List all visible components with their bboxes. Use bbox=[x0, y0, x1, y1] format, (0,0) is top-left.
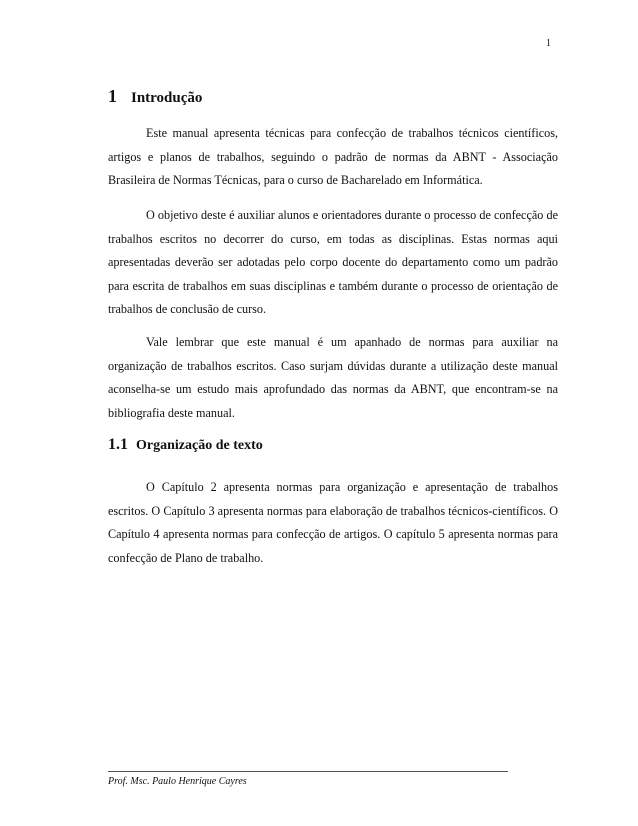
section-title: Organização de texto bbox=[136, 438, 263, 453]
section-number: 1.1 bbox=[108, 436, 128, 453]
page-number: 1 bbox=[546, 38, 551, 49]
footer-author: Prof. Msc. Paulo Henrique Cayres bbox=[108, 776, 247, 787]
intro-paragraph-2: O objetivo deste é auxiliar alunos e orientadores durante o processo de confecção de trabalhos escritos no decorrer do curso, em todas as disciplinas. Estas normas aqui apresentadas deverão ser adotadas pelo corpo docente do departamento como um padrão para escrita de trabalhos em suas disciplinas e também durante o processo de orientação de trabalhos de conclusão de curso. bbox=[108, 208, 558, 316]
chapter-heading bbox=[108, 86, 202, 107]
intro-paragraph-1: Este manual apresenta técnicas para confecção de trabalhos técnicos científicos, artigos e planos de trabalhos, seguindo o padrão de normas da ABNT - Associação Brasileira de Normas Técnicas, para o curso de Bacharelado em Informática. bbox=[108, 126, 558, 187]
intro-paragraph-3: Vale lembrar que este manual é um apanhado de normas para auxiliar na organização de trabalhos escritos. Caso surjam dúvidas durante a utilização deste manual aconselha-se um estudo mais aprofundado das normas da ABNT, que encontram-se na bibliografia deste manual. bbox=[108, 335, 558, 420]
chapter-title: Introdução bbox=[131, 90, 203, 106]
section-paragraph: O Capítulo 2 apresenta normas para organização e apresentação de trabalhos escritos. O Capítulo 3 apresenta normas para elaboração de trabalhos técnicos-científicos. O Capítulo 4 apresenta normas para confecção de artigos. O capítulo 5 apresenta normas para confecção de Plano de trabalho. bbox=[108, 480, 558, 565]
section-heading bbox=[108, 436, 263, 454]
footer-divider bbox=[108, 771, 508, 772]
chapter-number: 1 bbox=[108, 86, 117, 106]
